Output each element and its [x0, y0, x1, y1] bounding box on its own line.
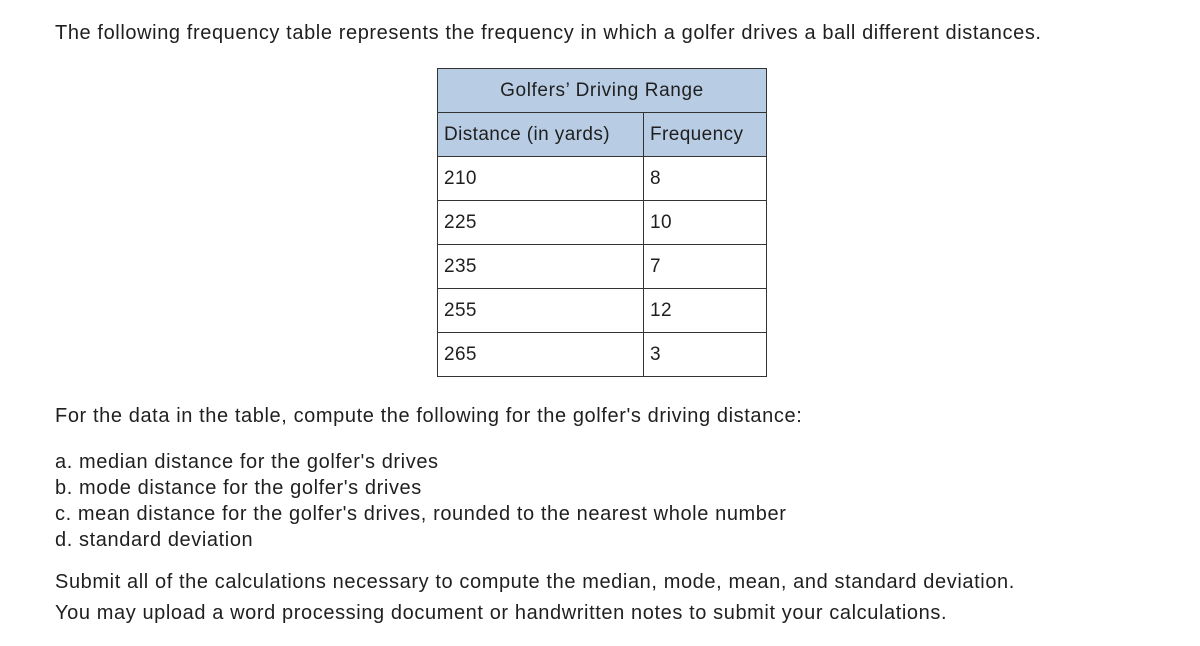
distance-cell: 235: [438, 245, 644, 289]
question-part-b: b. mode distance for the golfer's drives: [55, 477, 422, 499]
frequency-cell: 3: [644, 333, 767, 377]
table-row: [438, 245, 767, 289]
table-row: [438, 289, 767, 333]
distance-cell: 225: [438, 201, 644, 245]
frequency-cell: 10: [644, 201, 767, 245]
frequency-cell: 7: [644, 245, 767, 289]
column-header-distance: Distance (in yards): [438, 113, 644, 157]
table-header-row: [438, 113, 767, 157]
frequency-cell: 12: [644, 289, 767, 333]
distance-cell: 255: [438, 289, 644, 333]
table-row: [438, 333, 767, 377]
submit-instruction-line-2: You may upload a word processing document or handwritten notes to submit your calculations.: [55, 602, 948, 624]
distance-cell: 210: [438, 157, 644, 201]
question-parts-list: [55, 449, 787, 553]
table-title-row: [438, 69, 767, 113]
question-part-c: c. mean distance for the golfer's drives, rounded to the nearest whole number: [55, 503, 787, 525]
submit-instruction-line-1: Submit all of the calculations necessary to compute the median, mode, mean, and standard deviation.: [55, 571, 1015, 593]
question-part-d: d. standard deviation: [55, 529, 254, 551]
submit-instructions: [55, 567, 1015, 629]
question-part-a: a. median distance for the golfer's drives: [55, 451, 439, 473]
frequency-table: [437, 68, 767, 377]
distance-cell: 265: [438, 333, 644, 377]
table-row: [438, 157, 767, 201]
frequency-cell: 8: [644, 157, 767, 201]
table-row: [438, 201, 767, 245]
intro-text: The following frequency table represents the frequency in which a golfer drives a ball different distances.: [55, 22, 1042, 44]
table-title: Golfers’ Driving Range: [438, 69, 767, 113]
question-text: For the data in the table, compute the following for the golfer's driving distance:: [55, 405, 803, 427]
column-header-frequency: Frequency: [644, 113, 767, 157]
